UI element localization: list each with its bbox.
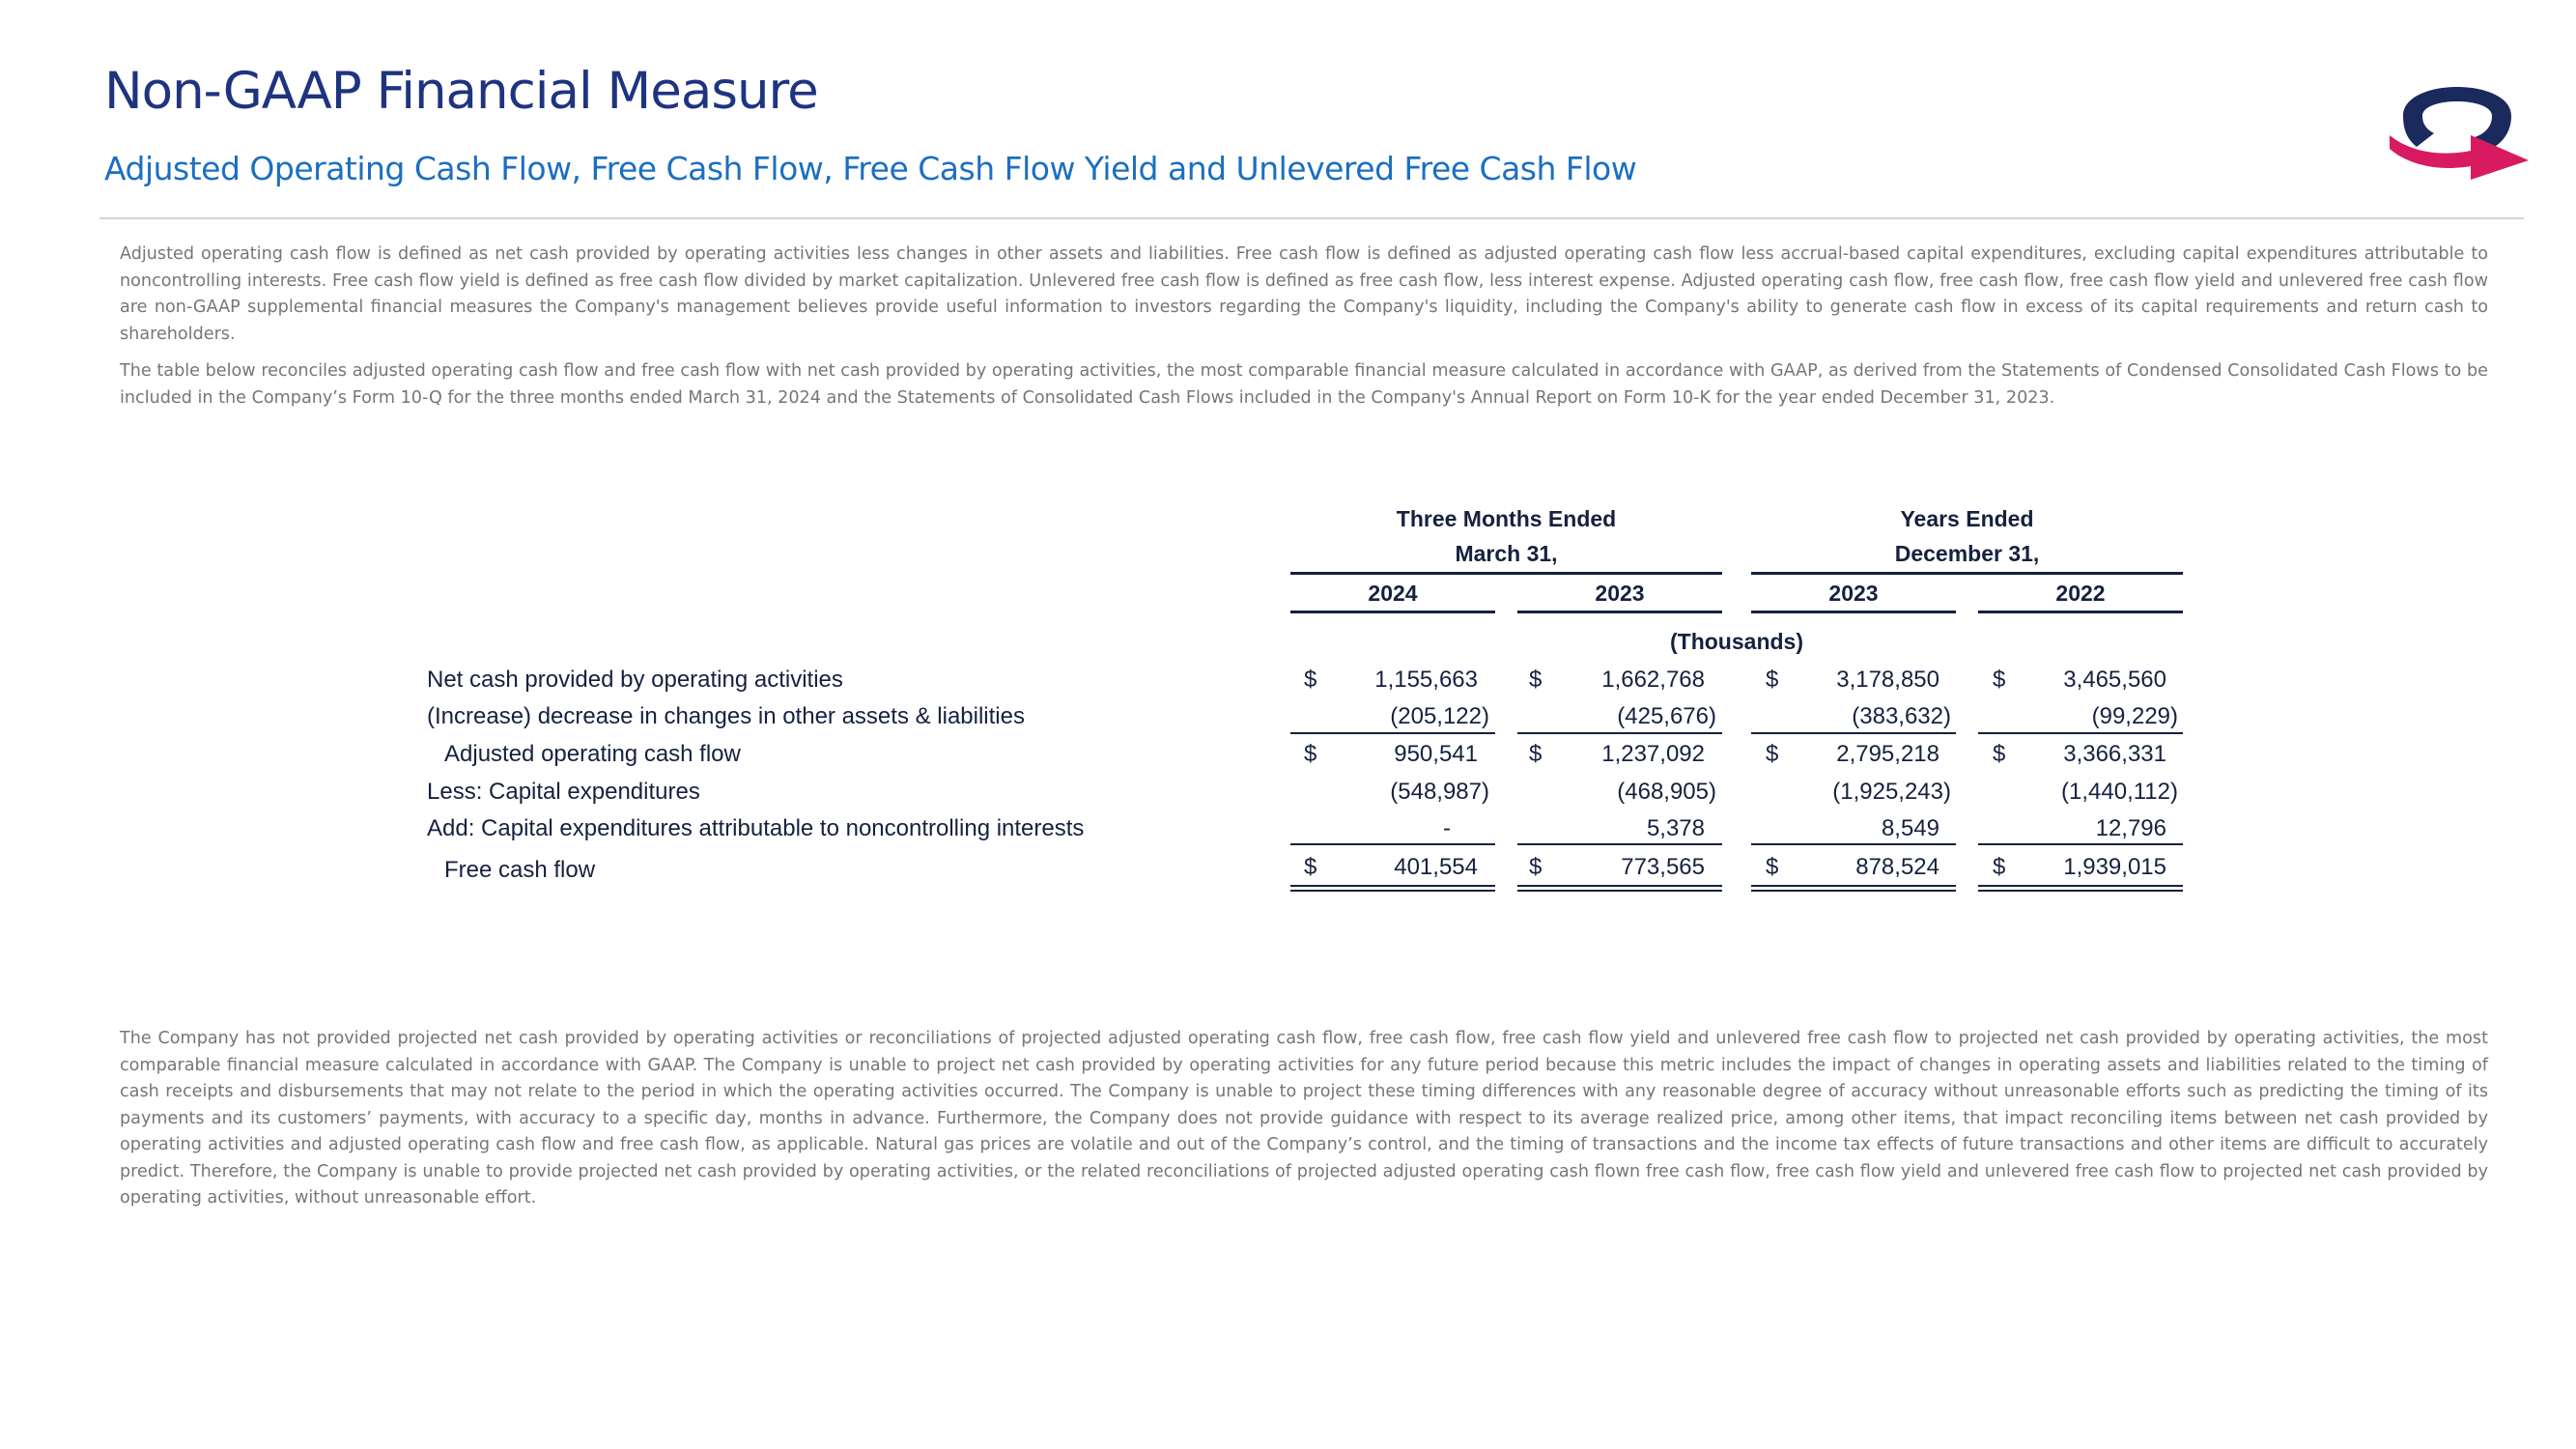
table-cell: 773,565 — [1621, 854, 1705, 880]
table-cell: 1,155,663 — [1374, 667, 1478, 693]
column-underline — [1751, 611, 1956, 613]
column-header-2024: 2024 — [1368, 581, 1418, 606]
table-cell: 401,554 — [1394, 854, 1478, 880]
currency-symbol: $ — [1993, 854, 2006, 880]
footnote-paragraph: The Company has not provided projected net cash provided by operating activities or reconciliations of projected adjusted operating cash flow, free cash flow, free cash flow yield and unlevered free cash flow to projected net cash provided by operating activities, the most comparable financial measure calculated in accordance with GAAP. The Company is unable to project net cash provided by operating activities for any future period because this metric includes the impact of changes in operating assets and liabilities related to the timing of cash receipts and disbursements that may not relate to the period in which the operating activities occurred. The Company is unable to project these timing differences with any reasonable degree of accuracy without unreasonable efforts such as predicting the timing of its payments and its customers’ payments, with accuracy to a specific day, months in advance. Furthermore, the Company does not provide guidance with respect to its average realized price, among other items, that impact reconciling items between net cash provided by operating activities and adjusted operating cash flow and free cash flow, as applicable. Natural gas prices are volatile and out of the Company’s control, and the timing of transactions and the income tax effects of future transactions and other items are difficult to accurately predict. Therefore, the Company is unable to provide projected net cash provided by operating activities, or the related reconciliations of projected adjusted operating cash flown free cash flow, free cash flow yield and unlevered free cash flow to projected net cash provided by operating activities, without unreasonable effort. — [120, 1029, 2488, 1208]
group-underline — [1751, 572, 2183, 575]
group-header-december: December 31, — [1894, 541, 2040, 566]
intro-definition-paragraph: Adjusted operating cash flow is defined as net cash provided by operating activities less changes in other assets and liabilities. Free cash flow is defined as adjusted operating cash flow less accrual-based capital expenditures, excluding capital expenditures attributable to noncontrolling interests. Free cash flow yield is defined as free cash flow divided by market capitalization. Unlevered free cash flow is defined as free cash flow, less interest expense. Adjusted operating cash flow, free cash flow, free cash flow yield and unlevered free cash flow are non-GAAP supplemental financial measures the Company's management believes provide useful information to investors regarding the Company's liquidity, including the Company's ability to generate cash flow in excess of its capital requirements and return cash to shareholders. — [120, 244, 2488, 344]
table-cell: (205,122) — [1390, 703, 1489, 729]
subtotal-rule — [1751, 843, 1956, 845]
page-title: Non-GAAP Financial Measure — [104, 62, 818, 121]
table-cell: (548,987) — [1390, 779, 1489, 805]
table-cell: (1,925,243) — [1832, 779, 1951, 805]
currency-symbol: $ — [1766, 741, 1779, 767]
units-label: (Thousands) — [1670, 629, 1803, 654]
subtotal-rule — [1290, 732, 1495, 734]
table-cell: (383,632) — [1852, 703, 1951, 729]
currency-symbol: $ — [1529, 667, 1543, 693]
table-cell: 8,549 — [1881, 815, 1939, 841]
total-double-rule — [1978, 885, 2183, 887]
table-cell: 878,524 — [1855, 854, 1939, 880]
column-header-2023-q: 2023 — [1595, 581, 1645, 606]
intro-reconciliation-paragraph: The table below reconciles adjusted operating cash flow and free cash flow with net cash provided by operating activities, the most comparable financial measure calculated in accordance with GAAP, as derived from the Statements of Condensed Consolidated Cash Flows to be included in the Company’s Form 10-Q for the three months ended March 31, 2024 and the Statements of Consolidated Cash Flows included in the Company's Annual Report on Form 10-K for the year ended December 31, 2023. — [120, 361, 2488, 408]
total-double-rule — [1290, 890, 1495, 892]
row-label-adjusted-ocf: Adjusted operating cash flow — [444, 741, 741, 767]
table-cell: - — [1443, 815, 1451, 841]
table-cell: 5,378 — [1646, 815, 1705, 841]
table-cell: (468,905) — [1617, 779, 1716, 805]
subtotal-rule — [1751, 732, 1956, 734]
column-header-2022: 2022 — [2055, 581, 2106, 606]
header-divider — [99, 217, 2524, 219]
table-cell: 2,795,218 — [1836, 741, 1939, 767]
subtotal-rule — [1290, 843, 1495, 845]
group-underline — [1290, 572, 1722, 575]
subtotal-rule — [1517, 843, 1722, 845]
total-double-rule — [1517, 890, 1722, 892]
table-cell: (1,440,112) — [2061, 779, 2178, 805]
table-cell: 3,178,850 — [1836, 667, 1939, 693]
subtotal-rule — [1978, 732, 2183, 734]
group-header-march: March 31, — [1455, 541, 1558, 566]
table-cell: 1,662,768 — [1601, 667, 1705, 693]
row-label-capex: Less: Capital expenditures — [427, 779, 700, 805]
company-logo-icon — [2384, 56, 2531, 182]
total-double-rule — [1751, 890, 1956, 892]
currency-symbol: $ — [1766, 667, 1779, 693]
column-underline — [1517, 611, 1722, 613]
column-header-2023-y: 2023 — [1828, 581, 1879, 606]
total-double-rule — [1517, 885, 1722, 887]
table-cell: 1,237,092 — [1601, 741, 1705, 767]
currency-symbol: $ — [1766, 854, 1779, 880]
table-cell: (99,229) — [2091, 703, 2178, 729]
table-cell: 3,465,560 — [2063, 667, 2166, 693]
currency-symbol: $ — [1304, 667, 1317, 693]
table-cell: 1,939,015 — [2063, 854, 2166, 880]
total-double-rule — [1751, 885, 1956, 887]
subtotal-rule — [1517, 732, 1722, 734]
table-cell: (425,676) — [1617, 703, 1716, 729]
currency-symbol: $ — [1529, 854, 1543, 880]
currency-symbol: $ — [1993, 667, 2006, 693]
column-underline — [1978, 611, 2183, 613]
table-cell: 950,541 — [1394, 741, 1478, 767]
column-underline — [1290, 611, 1495, 613]
table-cell: 3,366,331 — [2063, 741, 2166, 767]
subtotal-rule — [1978, 843, 2183, 845]
row-label-change-assets: (Increase) decrease in changes in other assets & liabilities — [427, 703, 1025, 729]
row-label-nci-capex: Add: Capital expenditures attributable to noncontrolling interests — [427, 815, 1085, 841]
table-cell: 12,796 — [2095, 815, 2166, 841]
total-double-rule — [1290, 885, 1495, 887]
row-label-net-cash: Net cash provided by operating activities — [427, 667, 843, 693]
total-double-rule — [1978, 890, 2183, 892]
currency-symbol: $ — [1993, 741, 2006, 767]
row-label-free-cash-flow: Free cash flow — [444, 857, 596, 883]
currency-symbol: $ — [1304, 741, 1317, 767]
page-subtitle: Adjusted Operating Cash Flow, Free Cash Flow, Free Cash Flow Yield and Unlevered Free Cash Flow — [104, 150, 1637, 187]
group-header-three-months: Three Months Ended — [1396, 506, 1617, 531]
group-header-years: Years Ended — [1900, 506, 2034, 531]
currency-symbol: $ — [1529, 741, 1543, 767]
currency-symbol: $ — [1304, 854, 1317, 880]
